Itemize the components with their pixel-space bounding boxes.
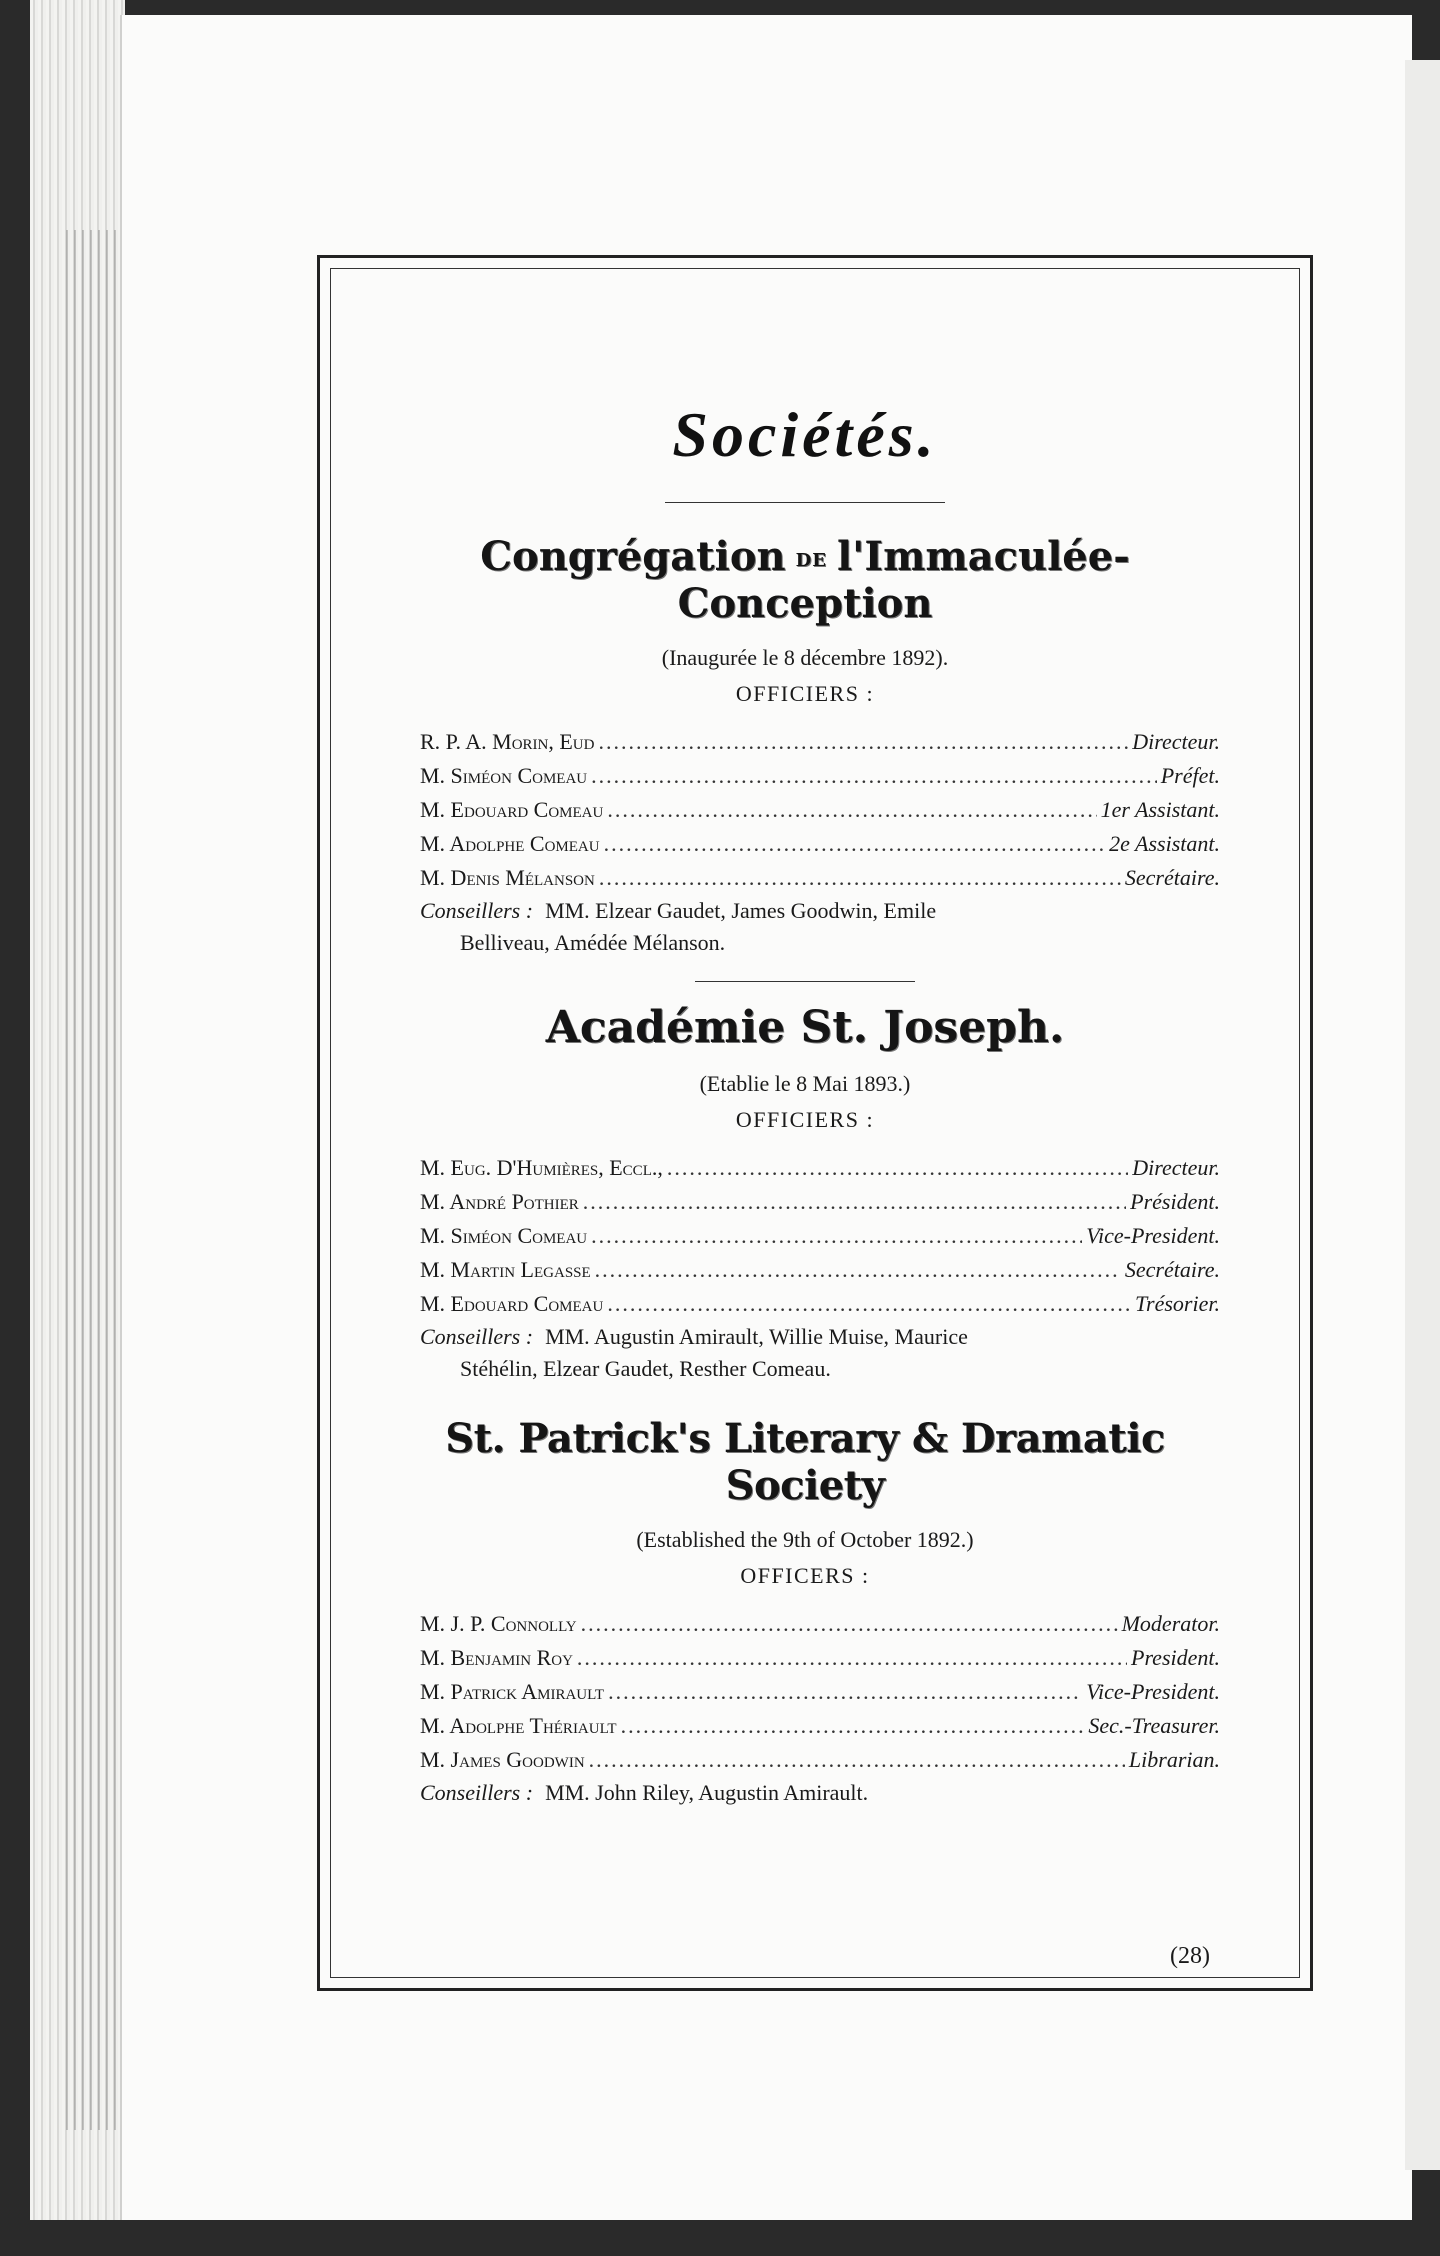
leader-dots xyxy=(591,1219,1082,1253)
officer-name: M. Benjamin Roy xyxy=(420,1645,573,1670)
leader-dots xyxy=(598,725,1128,759)
officer-role: Président. xyxy=(1130,1189,1220,1214)
society-title-part-a: Congrégation xyxy=(480,533,786,580)
leader-dots xyxy=(607,793,1096,827)
page-content xyxy=(390,398,1220,1809)
officer-row xyxy=(390,759,1220,793)
society-founding-date: (Established the 9th of October 1892.) xyxy=(636,1527,974,1552)
council-line: MM. Augustin Amirault, Willie Muise, Maurice xyxy=(545,1324,968,1349)
facing-page-edge xyxy=(1405,60,1440,2170)
officer-role: Moderator. xyxy=(1121,1611,1220,1636)
page-number: (28) xyxy=(1170,1943,1210,1969)
officer-role: 2e Assistant. xyxy=(1109,831,1220,856)
society-title xyxy=(390,533,1220,627)
divider xyxy=(665,502,945,503)
society-title: Académie St. Joseph. xyxy=(545,1002,1065,1053)
society-title: St. Patrick's Literary & Dramatic Society xyxy=(445,1415,1165,1509)
officer-name: M. Adolphe Comeau xyxy=(420,831,600,856)
officer-name: M. Denis Mélanson xyxy=(420,865,595,890)
council-line: MM. John Riley, Augustin Amirault. xyxy=(545,1780,869,1805)
officer-row xyxy=(390,1287,1220,1321)
officer-name: M. J. P. Connolly xyxy=(420,1611,577,1636)
officer-row xyxy=(390,1151,1220,1185)
page-frame xyxy=(317,255,1313,1991)
leader-dots xyxy=(667,1151,1128,1185)
leader-dots xyxy=(604,827,1106,861)
officer-row xyxy=(390,1743,1220,1777)
leader-dots xyxy=(589,1743,1125,1777)
officer-row xyxy=(390,827,1220,861)
leader-dots xyxy=(599,861,1121,895)
council-members xyxy=(390,1777,1220,1809)
officer-row xyxy=(390,1675,1220,1709)
officer-name: R. P. A. Morin, Eud xyxy=(420,729,595,754)
leader-dots xyxy=(581,1607,1118,1641)
officer-role: Directeur. xyxy=(1132,1155,1220,1180)
leader-dots xyxy=(583,1185,1126,1219)
leader-dots xyxy=(595,1253,1121,1287)
officer-role: Vice-President. xyxy=(1086,1679,1220,1704)
officer-role: Secrétaire. xyxy=(1124,865,1220,890)
society-title-part-b: l'Immaculée-Conception xyxy=(677,533,1130,627)
officer-role: Préfet. xyxy=(1160,763,1220,788)
officer-role: Sec.-Treasurer. xyxy=(1088,1713,1220,1738)
officer-name: M. James Goodwin xyxy=(420,1747,585,1772)
officer-row xyxy=(390,1709,1220,1743)
page-title: Sociétés. xyxy=(672,399,938,470)
council-label: Conseillers : xyxy=(420,1780,534,1805)
council-label: Conseillers : xyxy=(420,898,534,923)
officer-name: M. Siméon Comeau xyxy=(420,1223,588,1248)
divider xyxy=(695,981,915,982)
officer-name: M. Adolphe Thériault xyxy=(420,1713,617,1738)
officer-row xyxy=(390,1185,1220,1219)
officer-role: Trésorier. xyxy=(1135,1291,1220,1316)
society-founding-date: (Etablie le 8 Mai 1893.) xyxy=(699,1071,911,1096)
officer-role: Secrétaire. xyxy=(1124,1257,1220,1282)
officer-name: M. Eug. D'Humières, Eccl., xyxy=(420,1155,663,1180)
officer-row xyxy=(390,793,1220,827)
spacer xyxy=(390,1385,1220,1415)
leader-dots xyxy=(591,759,1157,793)
officer-row xyxy=(390,1219,1220,1253)
officer-role: Vice-President. xyxy=(1086,1223,1220,1248)
officer-role: President. xyxy=(1131,1645,1220,1670)
society-academie xyxy=(390,1002,1220,1385)
officer-row xyxy=(390,1641,1220,1675)
officer-row xyxy=(390,1607,1220,1641)
officer-role: Directeur. xyxy=(1132,729,1220,754)
council-members xyxy=(390,895,1220,959)
officer-row xyxy=(390,861,1220,895)
society-founding-date: (Inaugurée le 8 décembre 1892). xyxy=(661,645,949,670)
officer-name: M. Edouard Comeau xyxy=(420,797,604,822)
council-line: Stéhélin, Elzear Gaudet, Resther Comeau. xyxy=(460,1356,831,1381)
officer-name: M. Edouard Comeau xyxy=(420,1291,604,1316)
officer-role: 1er Assistant. xyxy=(1100,797,1220,822)
officers-heading: OFFICIERS : xyxy=(735,1107,875,1132)
leader-dots xyxy=(577,1641,1127,1675)
book-page xyxy=(120,15,1412,2220)
council-label: Conseillers : xyxy=(420,1324,534,1349)
society-st-patricks xyxy=(390,1415,1220,1809)
council-members xyxy=(390,1321,1220,1385)
officer-row xyxy=(390,725,1220,759)
society-congregation xyxy=(390,533,1220,959)
officer-name: M. Patrick Amirault xyxy=(420,1679,605,1704)
leader-dots xyxy=(621,1709,1085,1743)
officer-row xyxy=(390,1253,1220,1287)
officers-heading: OFFICIERS : xyxy=(735,681,875,706)
council-line: MM. Elzear Gaudet, James Goodwin, Emile xyxy=(545,898,937,923)
officer-name: M. Martin Legasse xyxy=(420,1257,591,1282)
leader-dots xyxy=(607,1287,1131,1321)
officer-name: M. Siméon Comeau xyxy=(420,763,588,788)
council-line: Belliveau, Amédée Mélanson. xyxy=(460,930,726,955)
society-title-connector: DE xyxy=(795,549,827,571)
leader-dots xyxy=(608,1675,1082,1709)
book-page-edges-shadow xyxy=(60,230,120,2130)
officers-heading: OFFICERS : xyxy=(740,1563,870,1588)
officer-name: M. André Pothier xyxy=(420,1189,579,1214)
officer-role: Librarian. xyxy=(1128,1747,1220,1772)
